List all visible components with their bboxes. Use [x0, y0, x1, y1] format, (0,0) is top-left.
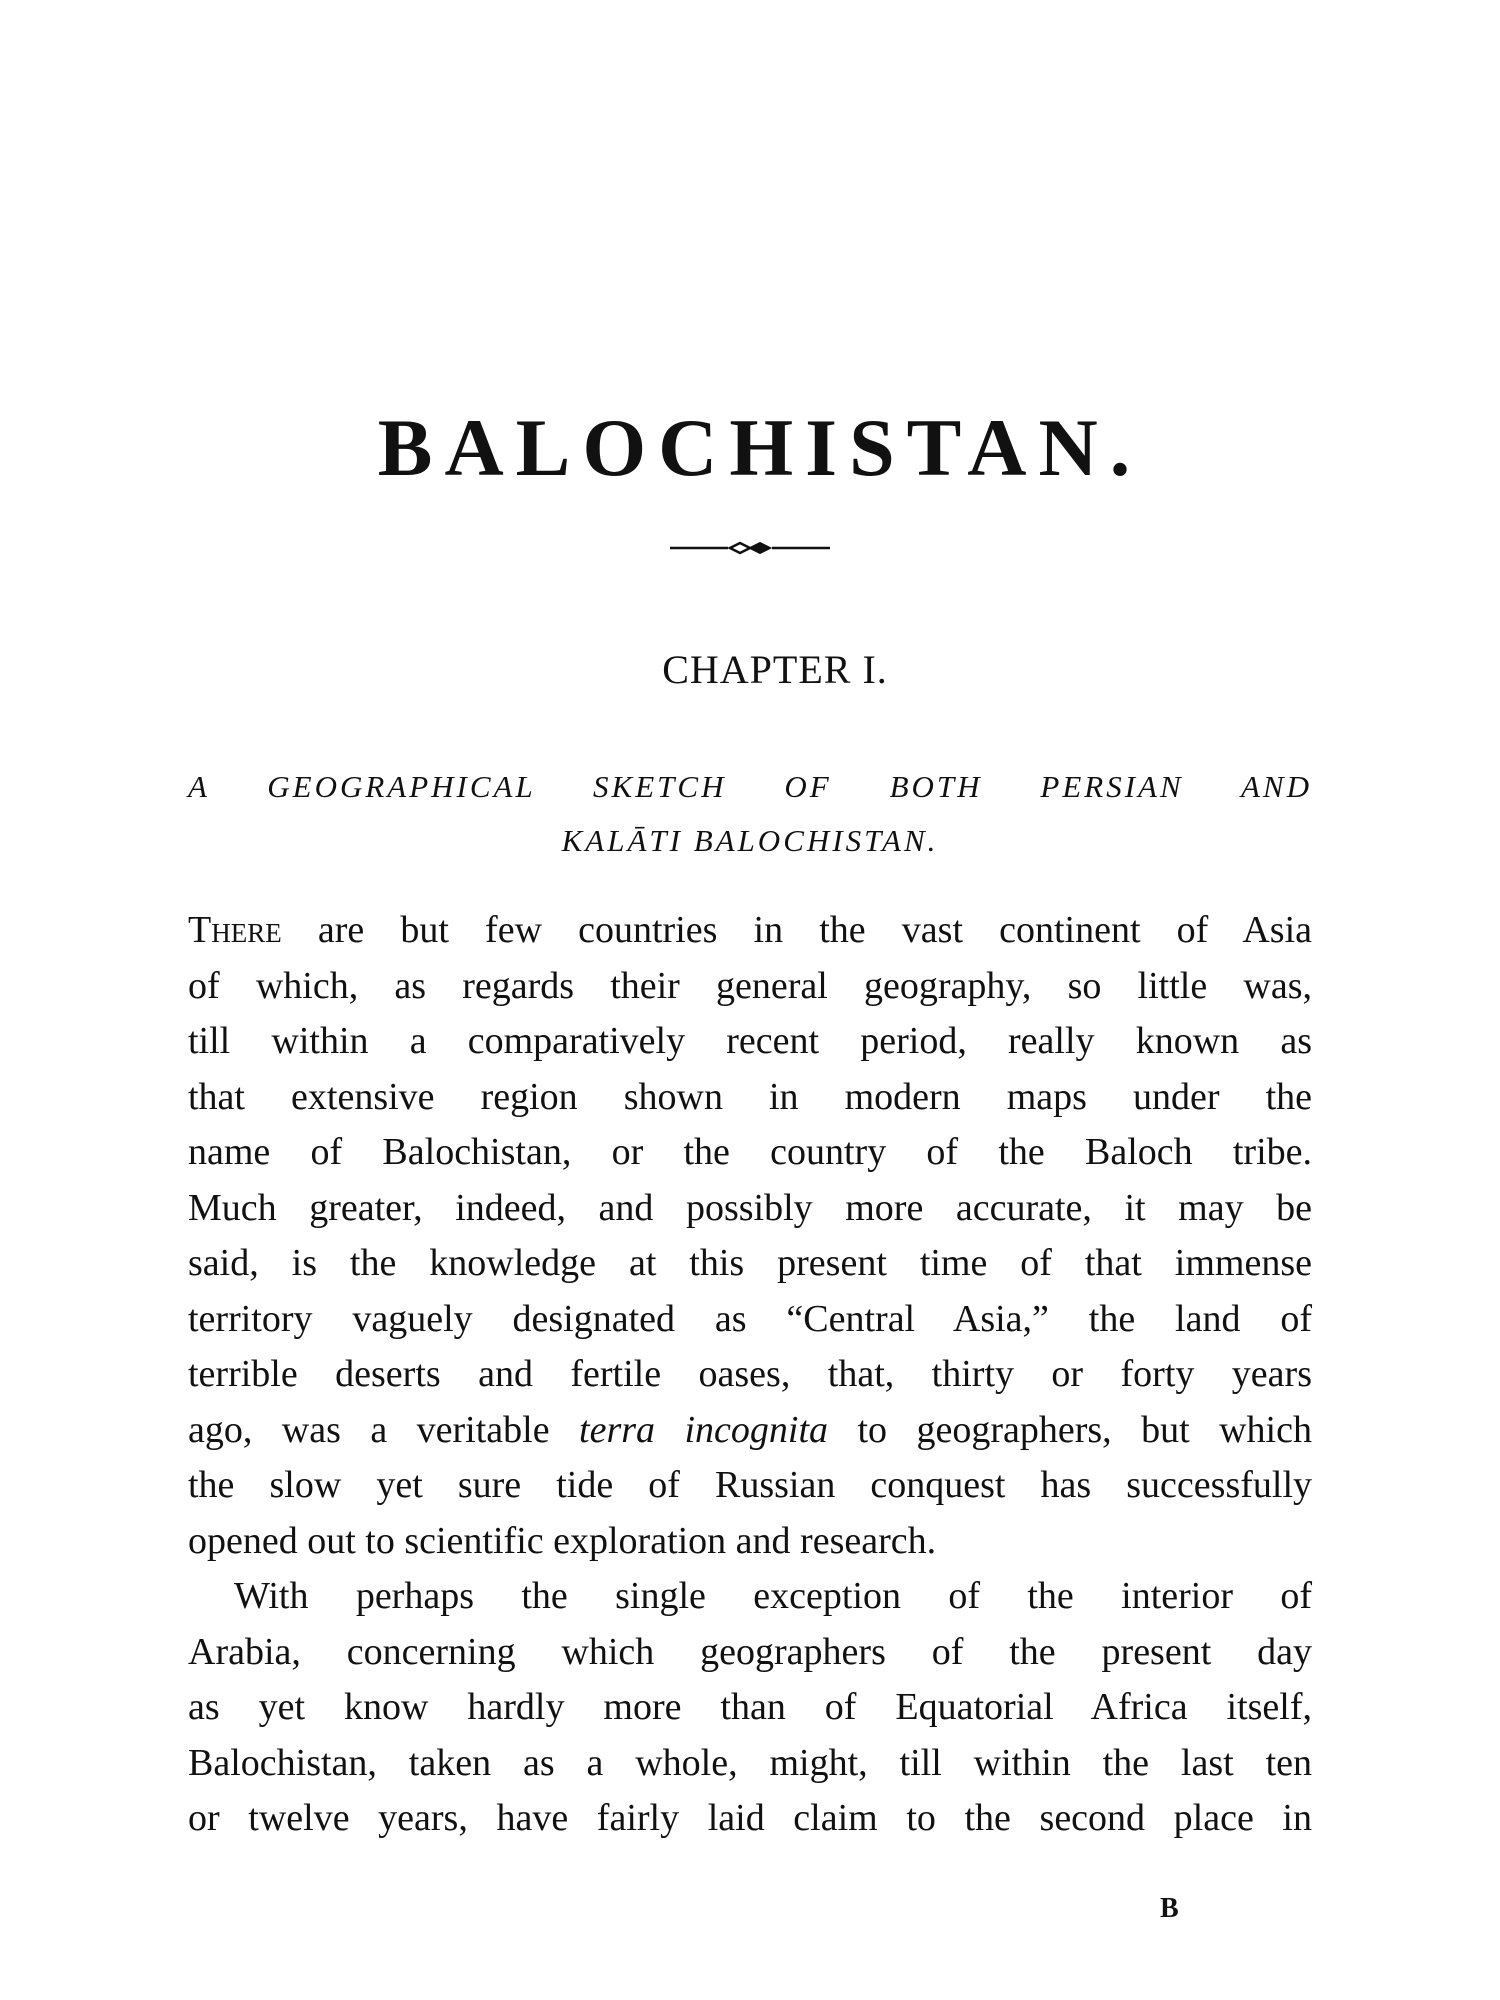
book-title: BALOCHISTAN. [377, 401, 1143, 493]
chapter-heading: CHAPTER I. [662, 647, 888, 692]
text-line: Arabia, concerning which geographers of the present day [188, 1630, 1312, 1673]
chapter-subtitle-line-2: KALĀTI BALOCHISTAN. [561, 823, 939, 858]
text-segment: ago, was a veritable [188, 1408, 580, 1451]
chapter-subtitle-line-1: A GEOGRAPHICAL SKETCH OF BOTH PERSIAN AND [188, 769, 1312, 804]
text-line [188, 1403, 1312, 1459]
text-line: said, is the knowledge at this present time of that immense [188, 1242, 1312, 1284]
text-line: With perhaps the single exception of the interior of [234, 1575, 1312, 1617]
text-line: Balochistan, taken as a whole, might, till within the last ten [188, 1741, 1312, 1784]
text-line: territory vaguely designated as “Central Asia,” the land of [188, 1297, 1312, 1340]
text-line: terrible deserts and fertile oases, that, thirty or forty years [188, 1353, 1312, 1395]
text-line-rest: are but few countries in the vast continent of Asia [281, 909, 1312, 951]
paragraph-1 [188, 903, 1312, 1569]
text-segment: to geographers, but which [828, 1408, 1312, 1451]
text-line: opened out to scientific exploration and research. [188, 1519, 937, 1562]
chapter-subtitle [188, 760, 1312, 868]
text-line: name of Balochistan, or the country of the Baloch tribe. [188, 1131, 1312, 1173]
ornament-divider [670, 538, 830, 558]
drop-word: There [188, 909, 282, 951]
body-text [188, 903, 1312, 1847]
text-line: Much greater, indeed, and possibly more accurate, it may be [188, 1186, 1312, 1229]
text-line: that extensive region shown in modern maps under the [188, 1075, 1312, 1118]
italic-phrase: terra incognita [579, 1408, 829, 1451]
text-line: of which, as regards their general geography, so little was, [188, 964, 1312, 1007]
text-line: till within a comparatively recent period, really known as [188, 1020, 1312, 1062]
text-line: as yet know hardly more than of Equatorial Africa itself, [188, 1686, 1312, 1728]
text-line: or twelve years, have fairly laid claim to the second place in [188, 1797, 1312, 1839]
text-line [188, 903, 1312, 959]
signature-mark: B [1160, 1893, 1179, 1924]
paragraph-2 [188, 1569, 1312, 1847]
text-line: the slow yet sure tide of Russian conquest has successfully [188, 1464, 1312, 1506]
